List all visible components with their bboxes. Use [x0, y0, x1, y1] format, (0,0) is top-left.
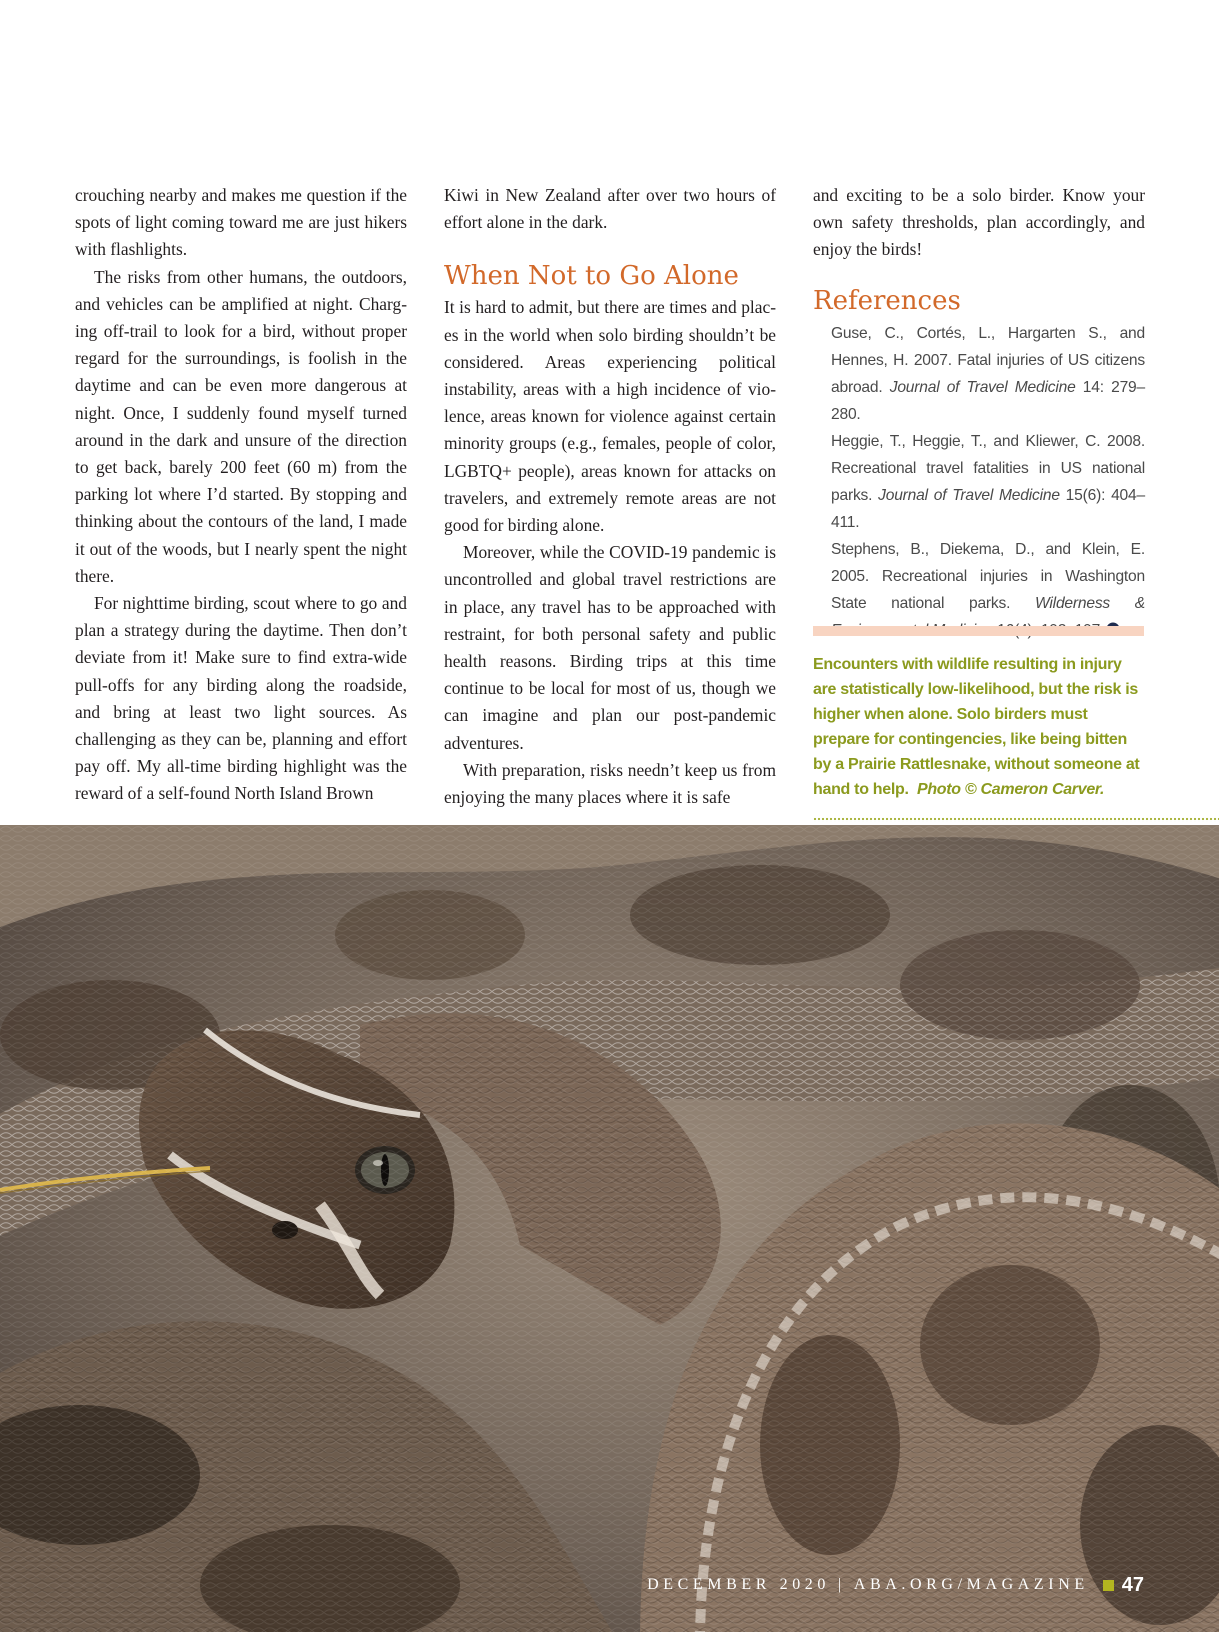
references-list: [813, 320, 1145, 644]
rattlesnake-photo: [0, 825, 1219, 1632]
photo-credit: Photo © Cameron Carver.: [916, 781, 1105, 798]
reference-item: [813, 428, 1145, 536]
page-number: 47: [1121, 1573, 1144, 1596]
reference-text: 15(6): 404–411.: [831, 486, 1145, 531]
paragraph: Kiwi in New Zealand after over two hours of effort alone in the dark.: [444, 185, 776, 233]
footer-site: ABA.ORG/MAGAZINE: [853, 1576, 1089, 1593]
reference-text: 14: 279–280.: [831, 378, 1145, 423]
paragraph: It is hard to admit, but there are times and places in the world when solo birding shouldn’t be considered. Areas experiencing political instability, areas with a high incidence of violence, areas known for violence against certain minority groups (e.g., females, people of color, LGBTQ+ people), areas known for attacks on travelers, and extremely remote areas are not good for birding alone.: [444, 297, 776, 536]
article-column-1: [75, 182, 407, 808]
reference-text: Heggie, T., Heggie, T., and Kliewer, C. 2008. Recreational travel fatalities in US national parks.: [831, 432, 1145, 504]
footer-separator: |: [838, 1576, 846, 1593]
reference-journal: Journal of Travel Medicine: [889, 378, 1076, 396]
paragraph: For nighttime birding, scout where to go and plan a strategy during the daytime. Then don’t deviate from it! Make sure to find extra-wide pull-offs for any birding along the roadside, and bring at least two light sources. As challenging as they can be, planning and effort pay off. My all-time birding highlight was the reward of a self-found North Island Brown: [75, 593, 407, 804]
dotted-rule: [813, 817, 1219, 822]
paragraph: crouching nearby and makes me question if the spots of light coming toward me are just hikers with flashlights.: [75, 185, 407, 260]
paragraph: The risks from other humans, the outdoors, and vehicles can be amplified at night. Charging off-trail to look for a bird, without proper regard for the surroundings, is foolish in the daytime and can be even more dangerous at night. Once, I suddenly found myself turned around in the dark and unsure of the direction to get back, barely 200 feet (60 m) from the parking lot where I’d started. By stopping and thinking about the contours of the land, I made it out of the woods, but I nearly spent the night there.: [75, 266, 407, 586]
paragraph: Moreover, while the COVID-19 pandemic is uncontrolled and global travel restrictions are in place, any travel has to be approached with restraint, for both personal safety and public health reasons. Birding trips at this time continue to be local for most of us, though we can imagine and plan our post-pandemic adventures.: [444, 542, 776, 753]
photo-caption: [813, 652, 1144, 802]
section-heading-references: References: [813, 285, 961, 316]
page-footer: [647, 1572, 1144, 1598]
paragraph: With preparation, risks needn’t keep us from enjoying the many places where it is safe: [444, 759, 776, 808]
reference-journal: Journal of Travel Medicine: [878, 486, 1060, 504]
article-column-2: [444, 182, 776, 811]
caption-text: Encounters with wildlife resulting in injury are statistically low-likelihood, but the risk is higher when alone. Solo birders must prepare for contingencies, like being bitten by a Prairie Rattlesnake, without someone at hand to help.: [813, 656, 1140, 798]
section-heading-when-not-to-go-alone: When Not to Go Alone: [444, 261, 739, 292]
caption-divider-bar: [813, 626, 1144, 636]
reference-journal: Wilderness &: [1035, 594, 1145, 612]
reference-text: Guse, C., Cortés, L., Hargarten S., and Hennes, H. 2007. Fatal injuries of US citizens abroad.: [831, 324, 1145, 396]
reference-text: Stephens, B., Diekema, D., and Klein, E. 2005. Recreational injuries in Washington State national parks.: [831, 540, 1145, 612]
footer-square-icon: [1103, 1580, 1114, 1591]
article-column-3: [813, 182, 1145, 644]
footer-issue: DECEMBER 2020: [647, 1576, 830, 1593]
reference-item: [813, 320, 1145, 428]
rattlesnake-illustration: [0, 825, 1219, 1632]
paragraph: and exciting to be a solo birder. Know your own safety thresholds, plan accordingly, and enjoy the birds!: [813, 185, 1145, 260]
